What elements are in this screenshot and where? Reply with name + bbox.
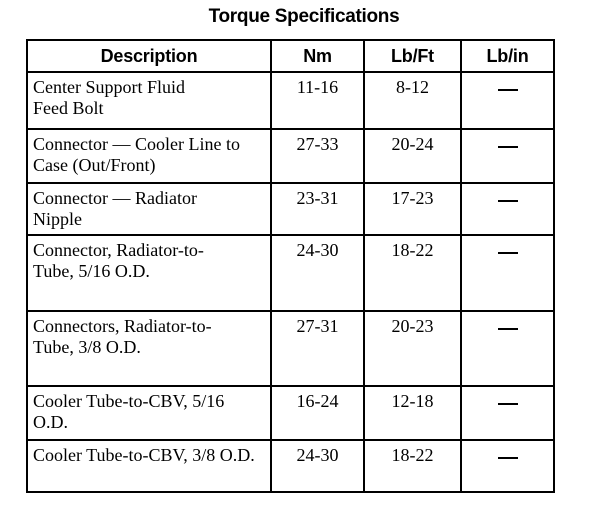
not-applicable-dash xyxy=(498,200,518,202)
nm-cell: 27-33 xyxy=(271,129,364,183)
not-applicable-dash xyxy=(498,89,518,91)
column-header-lbin: Lb/in xyxy=(461,40,554,72)
not-applicable-dash xyxy=(498,403,518,405)
not-applicable-dash xyxy=(498,457,518,459)
lbft-cell: 17-23 xyxy=(364,183,461,235)
nm-cell: 23-31 xyxy=(271,183,364,235)
lbft-cell: 20-23 xyxy=(364,311,461,386)
lbft-cell: 8-12 xyxy=(364,72,461,129)
not-applicable-dash xyxy=(498,328,518,330)
table-row xyxy=(27,183,554,235)
description-cell: Cooler Tube-to-CBV, 3/8 O.D. xyxy=(27,440,271,492)
table-row xyxy=(27,440,554,492)
table-row xyxy=(27,311,554,386)
column-header-description: Description xyxy=(27,40,271,72)
lbft-cell: 12-18 xyxy=(364,386,461,440)
nm-cell: 27-31 xyxy=(271,311,364,386)
nm-cell: 24-30 xyxy=(271,440,364,492)
lbin-cell xyxy=(461,129,554,183)
not-applicable-dash xyxy=(498,146,518,148)
column-header-lbft: Lb/Ft xyxy=(364,40,461,72)
lbin-cell xyxy=(461,183,554,235)
lbin-cell xyxy=(461,72,554,129)
table-row xyxy=(27,386,554,440)
description-cell: Connector, Radiator-to-Tube, 5/16 O.D. xyxy=(27,235,271,311)
lbft-cell: 18-22 xyxy=(364,440,461,492)
table-row xyxy=(27,129,554,183)
nm-cell: 11-16 xyxy=(271,72,364,129)
lbin-cell xyxy=(461,440,554,492)
description-cell: Cooler Tube-to-CBV, 5/16 O.D. xyxy=(27,386,271,440)
nm-cell: 16-24 xyxy=(271,386,364,440)
lbft-cell: 18-22 xyxy=(364,235,461,311)
lbin-cell xyxy=(461,235,554,311)
description-cell: Connector — Radiator Nipple xyxy=(27,183,271,235)
description-cell: Connector — Cooler Line to Case (Out/Front) xyxy=(27,129,271,183)
table-row xyxy=(27,235,554,311)
page-title: Torque Specifications xyxy=(208,6,400,27)
torque-spec-table xyxy=(26,39,555,493)
column-header-nm: Nm xyxy=(271,40,364,72)
table-row xyxy=(27,72,554,129)
header-row xyxy=(27,40,554,72)
description-cell: Connectors, Radiator-to-Tube, 3/8 O.D. xyxy=(27,311,271,386)
description-cell: Center Support Fluid Feed Bolt xyxy=(27,72,271,129)
not-applicable-dash xyxy=(498,252,518,254)
lbin-cell xyxy=(461,386,554,440)
lbft-cell: 20-24 xyxy=(364,129,461,183)
lbin-cell xyxy=(461,311,554,386)
nm-cell: 24-30 xyxy=(271,235,364,311)
